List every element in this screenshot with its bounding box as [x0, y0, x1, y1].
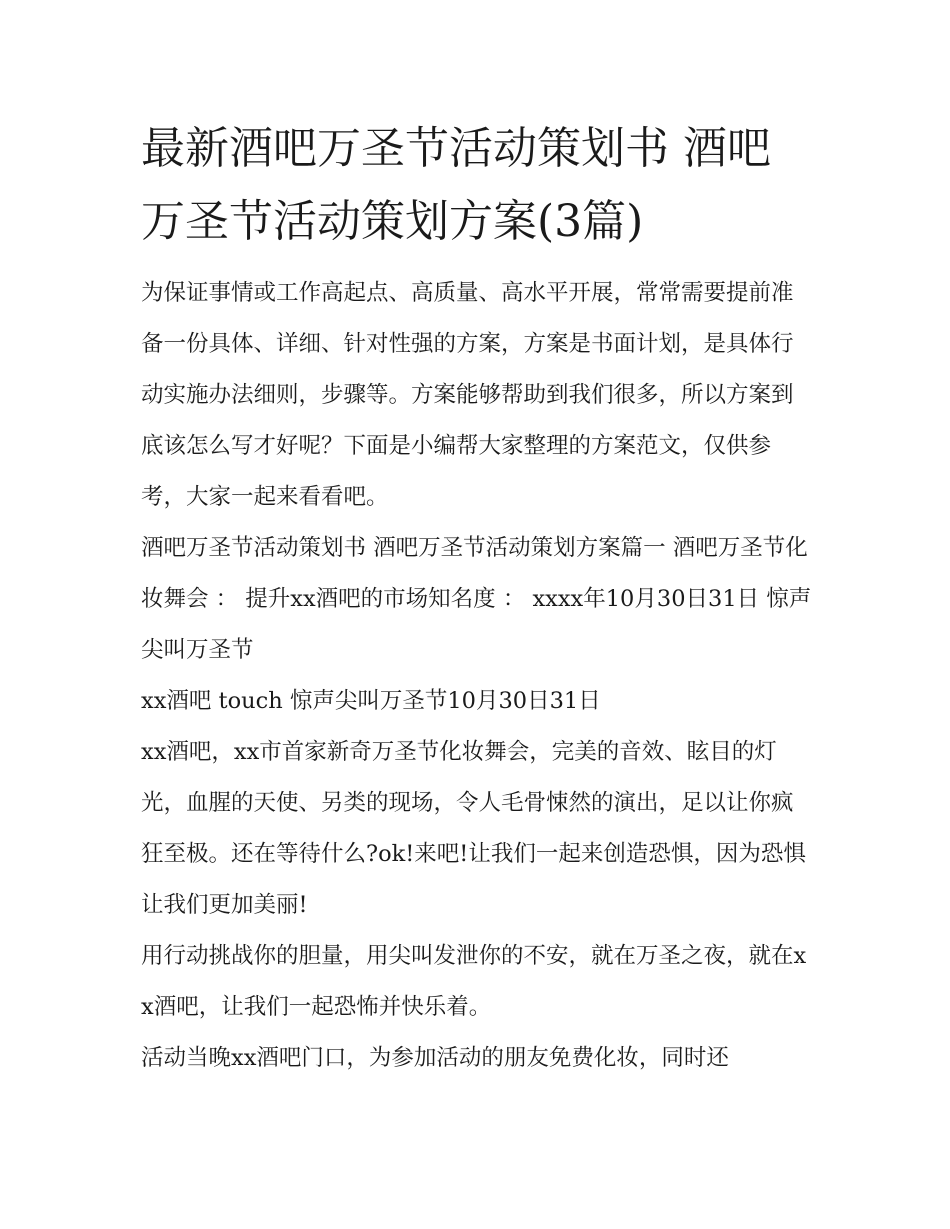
paragraph-plan-one: 酒吧万圣节活动策划书 酒吧万圣节活动策划方案篇一 酒吧万圣节化妆舞会 ： 提升xx酒吧的市场知名度 ： xxxx年10月30日31日 惊声尖叫万圣节 [141, 535, 812, 663]
document-title: 最新酒吧万圣节活动策划书 酒吧万圣节活动策划方案(3篇) [141, 123, 771, 247]
paragraph-slogan: 用行动挑战你的胆量，用尖叫发泄你的不安，就在万圣之夜，就在xx酒吧，让我们一起恐怖并快乐着。 [141, 943, 807, 1020]
paragraph-activity: 活动当晚xx酒吧门口，为参加活动的朋友免费化妆，同时还 [141, 1045, 729, 1071]
paragraph-venue-description: xx酒吧，xx市首家新奇万圣节化妆舞会，完美的音效、眩目的灯光，血腥的天使、另类的现场，令人毛骨悚然的演出，足以让你疯狂至极。还在等待什么?ok!来吧!让我们一起来创造恐惧，因为恐惧让我们更加美丽! [141, 739, 806, 918]
document-body [141, 112, 813, 1084]
paragraph-theme-line: xx酒吧 touch 惊声尖叫万圣节10月30日31日 [141, 688, 601, 714]
paragraph-intro: 为保证事情或工作高起点、高质量、高水平开展，常常需要提前准备一份具体、详细、针对性强的方案，方案是书面计划，是具体行动实施办法细则，步骤等。方案能够帮助到我们很多，所以方案到底该怎么写才好呢？下面是小编帮大家整理的方案范文，仅供参考，大家一起来看看吧。 [141, 280, 794, 510]
